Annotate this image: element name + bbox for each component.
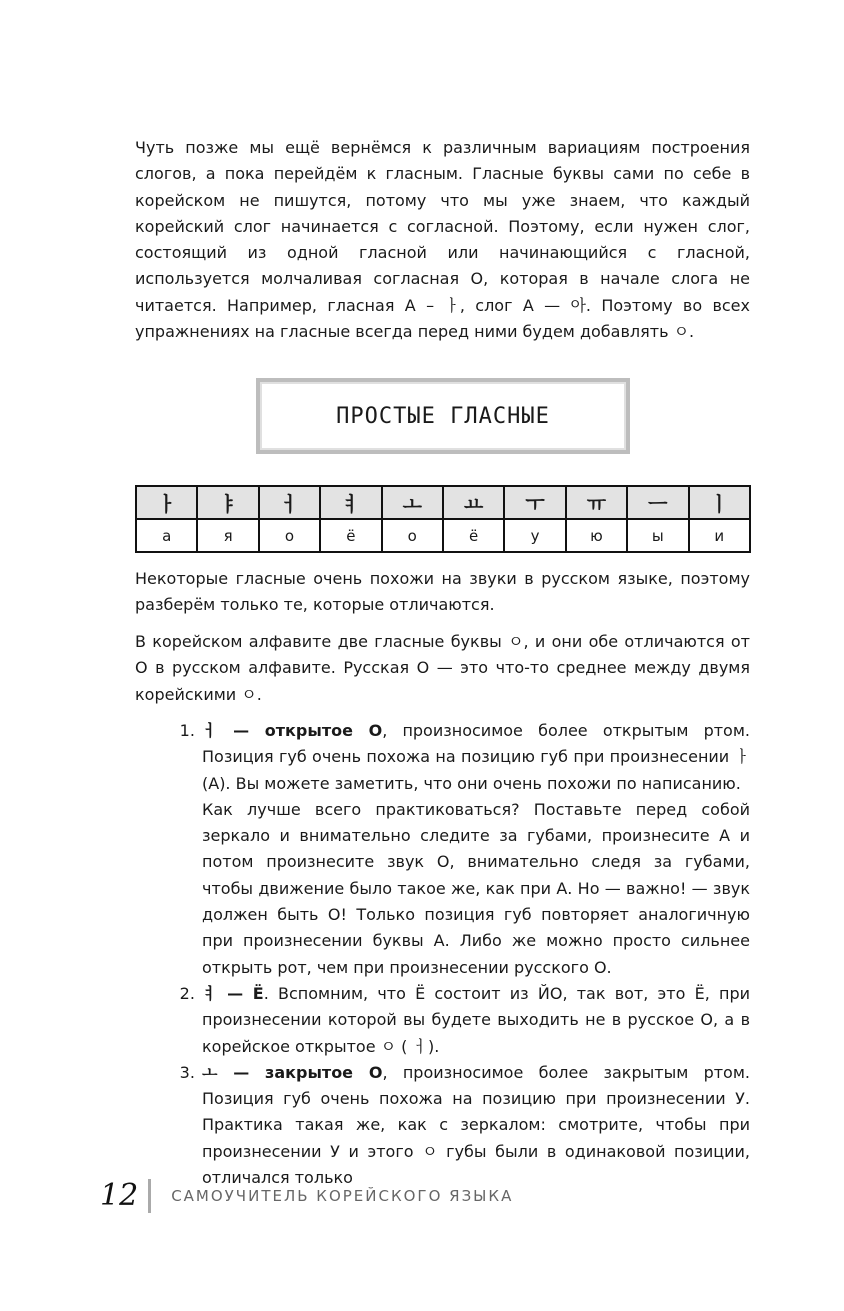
korean-vowel: ㅑ (197, 486, 258, 519)
list-item (200, 981, 750, 1060)
russian-sound: ю (566, 519, 627, 552)
vowel-list (135, 718, 750, 1191)
korean-vowel: ㅓ (259, 486, 320, 519)
korean-vowel: ㅗ (382, 486, 443, 519)
list-item-text: . Вспомним, что Ё состоит из ЙО, так вот, это Ё, при произнесении которой вы будете выходить не в русское О, а в корейское открытое ㅇ ( ㅓ). (202, 983, 751, 1056)
list-item-term: ㅕ — Ё (202, 983, 264, 1003)
footer-divider (148, 1179, 157, 1213)
russian-sound: и (689, 519, 750, 552)
page-footer (100, 1178, 513, 1213)
russian-sound: ё (443, 519, 504, 552)
korean-vowel: ㅕ (320, 486, 381, 519)
list-item-extra: Как лучше всего практиковаться? Поставьте перед собой зеркало и внимательно следите за губами, произнесите А и потом произнесите звук О, внимательно следя за губами, чтобы движение было такое же, как при А. Но — важно! — звук должен быть О! Только позиция губ повторяет аналогичную при произнесении буквы А. Либо же можно просто сильнее открыть рот, чем при произнесении русского О. (202, 799, 750, 977)
page-number: 12 (100, 1178, 139, 1213)
intro-paragraph: Чуть позже мы ещё вернёмся к различным вариациям построения слогов, а пока перейдём к гласным. Гласные буквы сами по себе в корейском не пишутся, потому что мы уже знаем, что каждый корейский слог начинается с согласной. Поэтому, если нужен слог, состоящий из одной гласной или начинающийся с гласной, используется молчаливая согласная О, которая в начале слога не читается. Например, гласная А – ㅏ, слог А — 아. Поэтому во всех упражнениях на гласные всегда перед ними будем добавлять ㅇ. (135, 138, 750, 342)
korean-vowel: ㅣ (689, 486, 750, 519)
paragraph-3: В корейском алфавите две гласные буквы ㅇ, и они обе отличаются от О в русском алфавите. Русская О — это что-то среднее между двумя корейскими ㅇ. (135, 632, 750, 704)
korean-vowel: ㅜ (504, 486, 565, 519)
vowel-table (135, 485, 751, 553)
korean-row (136, 486, 750, 519)
book-title: САМОУЧИТЕЛЬ КОРЕЙСКОГО ЯЗЫКА (171, 1186, 514, 1205)
russian-sound: о (259, 519, 320, 552)
list-item (200, 1060, 750, 1191)
korean-vowel: ㅠ (566, 486, 627, 519)
paragraph-2: Некоторые гласные очень похожи на звуки в русском языке, поэтому разберём только те, которые отличаются. (135, 569, 750, 615)
list-item-term: ㅗ — закрытое О (202, 1062, 383, 1082)
russian-sound: ё (320, 519, 381, 552)
list-item (200, 718, 750, 981)
russian-row (136, 519, 750, 552)
russian-sound: ы (627, 519, 688, 552)
list-item-text: , произносимое более закрытым ртом. Позиция губ очень похожа на позицию при произнесении У. Практика такая же, как с зеркалом: смотрите, чтобы при произнесении У и этого ㅇ губы были в одинаковой позиции, отличался только (202, 1062, 751, 1188)
section-heading: ПРОСТЫЕ ГЛАСНЫЕ (256, 378, 630, 454)
korean-vowel: ㅏ (136, 486, 197, 519)
russian-sound: о (382, 519, 443, 552)
korean-vowel: ㅡ (627, 486, 688, 519)
russian-sound: я (197, 519, 258, 552)
russian-sound: а (136, 519, 197, 552)
russian-sound: у (504, 519, 565, 552)
list-item-text: , произносимое более открытым ртом. Позиция губ очень похожа на позицию губ при произнесении ㅏ (А). Вы можете заметить, что они очень похожи по написанию. (202, 721, 750, 793)
korean-vowel: ㅛ (443, 486, 504, 519)
list-item-term: ㅓ — открытое О (202, 721, 383, 740)
